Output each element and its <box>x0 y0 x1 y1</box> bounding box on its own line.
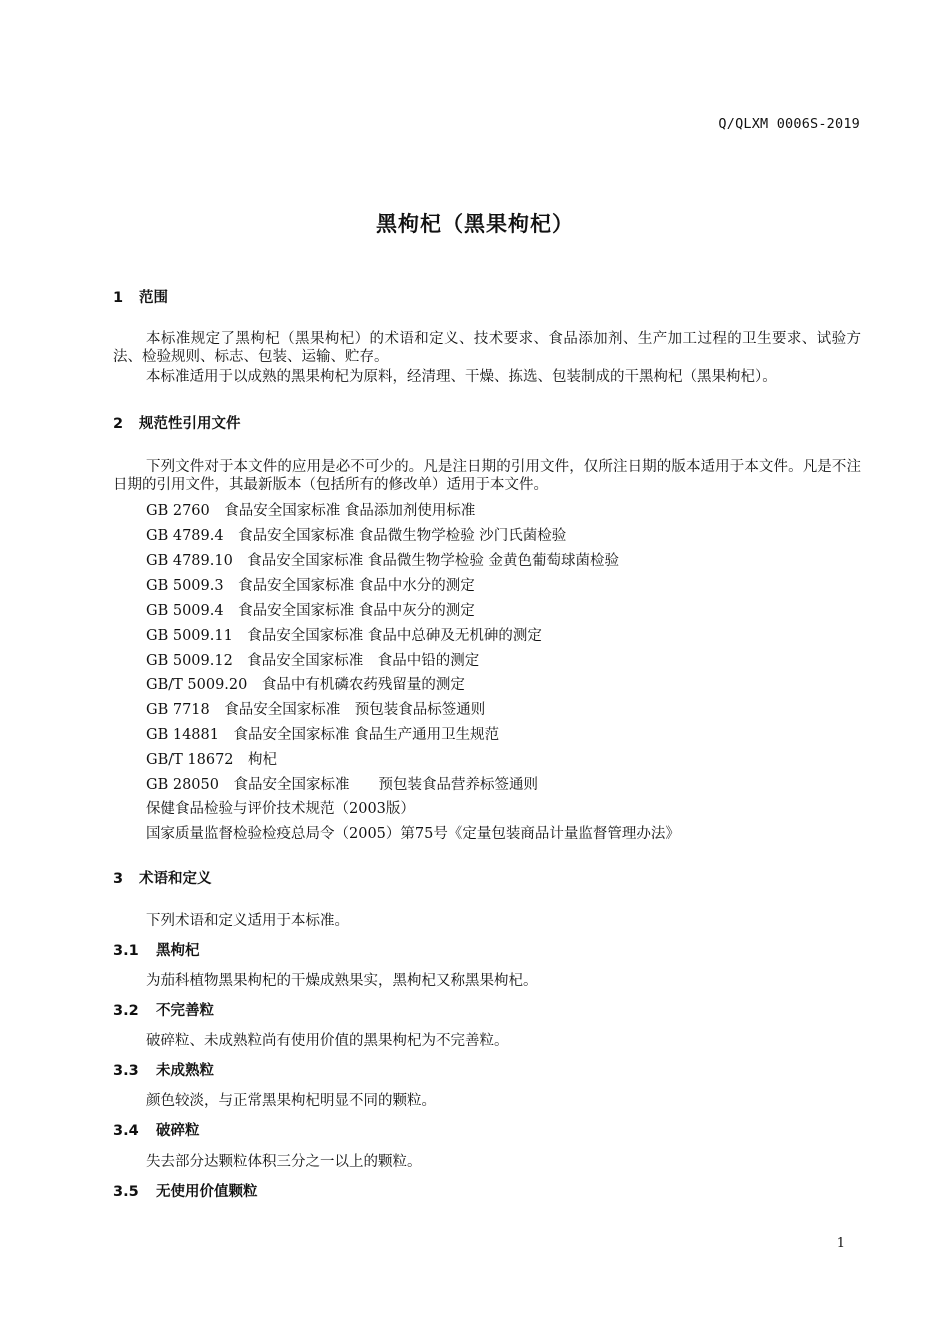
section-3-heading <box>113 867 212 888</box>
reference-item: GB 28050 食品安全国家标准 预包装食品营养标签通则 <box>146 777 538 793</box>
scope-paragraph-1: 本标准规定了黑枸杞（黑果枸杞）的术语和定义、技术要求、食品添加剂、生产加工过程的卫生要求、试验方法、检验规则、标志、包装、运输、贮存。 <box>113 331 861 365</box>
reference-item: GB 4789.10 食品安全国家标准 食品微生物学检验 金黄色葡萄球菌检验 <box>146 553 620 569</box>
reference-item: GB 5009.11 食品安全国家标准 食品中总砷及无机砷的测定 <box>146 628 542 644</box>
section-title: 术语和定义 <box>139 871 212 887</box>
term-3-2-heading <box>113 999 214 1020</box>
reference-item: 国家质量监督检验检疫总局令（2005）第75号《定量包装商品计量监督管理办法》 <box>146 826 680 842</box>
reference-item: GB/T 18672 枸杞 <box>146 752 278 768</box>
standard-code: Q/QLXM 0006S-2019 <box>718 116 860 132</box>
references-intro: 下列文件对于本文件的应用是必不可少的。凡是注日期的引用文件，仅所注日期的版本适用于本文件。凡是不注日期的引用文件，其最新版本（包括所有的修改单）适用于本文件。 <box>113 459 861 493</box>
reference-item: GB 4789.4 食品安全国家标准 食品微生物学检验 沙门氏菌检验 <box>146 528 567 544</box>
term-name: 未成熟粒 <box>156 1063 214 1079</box>
reference-item: GB 2760 食品安全国家标准 食品添加剂使用标准 <box>146 503 476 519</box>
term-3-5-heading <box>113 1180 258 1201</box>
term-3-3-heading <box>113 1059 214 1080</box>
section-number: 1 <box>113 290 124 306</box>
reference-item: 保健食品检验与评价技术规范（2003版） <box>146 801 415 817</box>
term-number: 3.1 <box>113 943 139 959</box>
reference-item: GB 14881 食品安全国家标准 食品生产通用卫生规范 <box>146 727 500 743</box>
reference-item: GB 7718 食品安全国家标准 预包装食品标签通则 <box>146 702 486 718</box>
term-number: 3.3 <box>113 1063 139 1079</box>
term-number: 3.2 <box>113 1003 139 1019</box>
section-1-heading <box>113 286 168 307</box>
reference-item: GB/T 5009.20 食品中有机磷农药残留量的测定 <box>146 677 465 693</box>
reference-item: GB 5009.12 食品安全国家标准 食品中铅的测定 <box>146 653 480 669</box>
section-title: 范围 <box>139 290 168 306</box>
term-number: 3.5 <box>113 1184 139 1200</box>
term-name: 黑枸杞 <box>156 943 200 959</box>
page-number: 1 <box>836 1236 845 1251</box>
term-number: 3.4 <box>113 1123 139 1139</box>
term-definition: 颜色较淡，与正常黑果枸杞明显不同的颗粒。 <box>146 1093 436 1109</box>
reference-item: GB 5009.4 食品安全国家标准 食品中灰分的测定 <box>146 603 475 619</box>
scope-paragraph-2: 本标准适用于以成熟的黑果枸杞为原料，经清理、干燥、拣选、包装制成的干黑枸杞（黑果枸杞）。 <box>146 369 777 385</box>
reference-item: GB 5009.3 食品安全国家标准 食品中水分的测定 <box>146 578 475 594</box>
term-definition: 破碎粒、未成熟粒尚有使用价值的黑果枸杞为不完善粒。 <box>146 1033 509 1049</box>
document-title: 黑枸杞（黑果枸杞） <box>376 212 574 236</box>
term-name: 无使用价值颗粒 <box>156 1184 258 1200</box>
section-title: 规范性引用文件 <box>139 416 241 432</box>
section-2-heading <box>113 412 241 433</box>
term-name: 破碎粒 <box>156 1123 200 1139</box>
term-3-4-heading <box>113 1119 200 1140</box>
terms-intro: 下列术语和定义适用于本标准。 <box>146 913 349 929</box>
section-number: 2 <box>113 416 124 432</box>
term-definition: 为茄科植物黑果枸杞的干燥成熟果实，黑枸杞又称黑果枸杞。 <box>146 973 538 989</box>
term-definition: 失去部分达颗粒体积三分之一以上的颗粒。 <box>146 1154 422 1170</box>
section-number: 3 <box>113 871 124 887</box>
term-3-1-heading <box>113 939 200 960</box>
term-name: 不完善粒 <box>156 1003 214 1019</box>
